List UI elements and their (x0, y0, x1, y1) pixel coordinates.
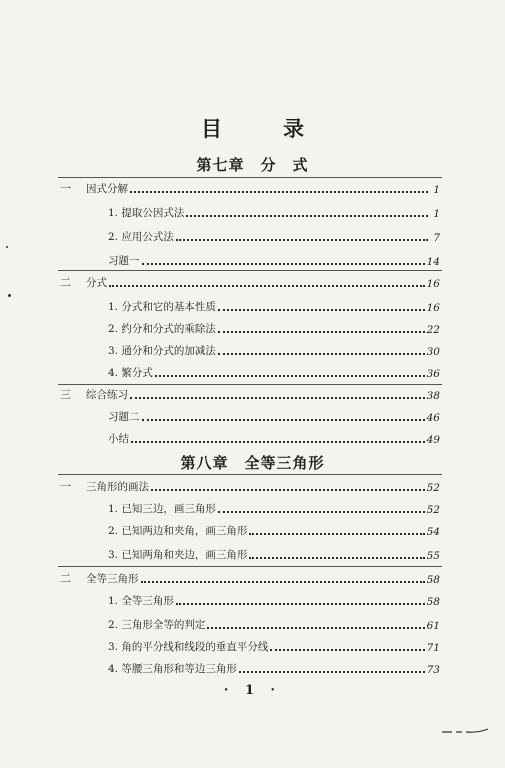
divider (58, 270, 442, 271)
toc-subsection-row (60, 362, 440, 380)
dot-leader (155, 373, 425, 377)
dot-leader (130, 395, 425, 399)
page-ref: 58 (426, 574, 440, 586)
toc-subsection-row (60, 296, 440, 314)
entry-label: 1. 提取公因式法 (108, 207, 185, 219)
page-ref: 49 (426, 434, 440, 446)
dot-leader (130, 189, 428, 193)
page-ref: 54 (426, 526, 440, 538)
dot-leader (218, 329, 425, 333)
entry-label: 综合练习 (86, 389, 128, 401)
entry-label: 2. 三角形全等的判定 (108, 619, 206, 631)
section-number: 二 (60, 276, 71, 289)
divider (58, 474, 442, 475)
dot-leader (218, 509, 425, 513)
dot-leader (249, 531, 424, 535)
entry-label: 全等三角形 (86, 573, 139, 585)
toc-subsection-row (60, 614, 440, 632)
toc-section-row (60, 384, 440, 402)
dot-leader (207, 625, 424, 629)
scan-speck (6, 246, 8, 248)
section-number: 二 (60, 572, 71, 585)
toc-exercise-row (60, 406, 440, 424)
entry-label: 习题一 (108, 255, 140, 267)
page-ref: 38 (426, 390, 440, 402)
dot-leader (151, 487, 425, 491)
dot-leader (176, 601, 425, 605)
entry-label: 因式分解 (86, 183, 128, 195)
toc-subsection-row (60, 658, 440, 676)
page-ref: 7 (433, 232, 440, 244)
page-ref: 61 (426, 620, 440, 632)
dot-leader (270, 647, 424, 651)
scan-mark (440, 728, 490, 734)
dot-leader (176, 237, 428, 241)
page-ref: 1 (433, 184, 440, 196)
dot-leader (218, 307, 425, 311)
page-ref: 16 (426, 278, 440, 290)
page-ref: 71 (426, 642, 440, 654)
entry-label: 小结 (108, 433, 129, 445)
toc-section-row (60, 568, 440, 586)
toc-section-row (60, 476, 440, 494)
page-ref: 36 (426, 368, 440, 380)
divider (58, 566, 442, 567)
page-title: 目 录 (201, 116, 324, 141)
dot-leader (239, 669, 425, 673)
section-number: 三 (60, 388, 71, 401)
toc-subsection-row (60, 498, 440, 516)
toc-section-row (60, 272, 440, 290)
dot-leader (186, 213, 428, 217)
page-ref: 52 (426, 482, 440, 494)
section-number: 一 (60, 480, 71, 493)
chapter-heading: 第七章 分 式 (196, 156, 309, 174)
entry-label: 2. 应用公式法 (108, 231, 174, 243)
toc-subsection-row (60, 226, 440, 244)
page-ref: 14 (426, 256, 440, 268)
entry-label: 4. 等腰三角形和等边三角形 (108, 663, 237, 675)
page-ref: 30 (426, 346, 440, 358)
dot-leader (249, 555, 424, 559)
entry-label: 1. 全等三角形 (108, 595, 174, 607)
entry-label: 1. 分式和它的基本性质 (108, 301, 216, 313)
toc-subsection-row (60, 590, 440, 608)
dot-leader (142, 261, 425, 265)
dot-leader (109, 283, 425, 287)
page-ref: 52 (426, 504, 440, 516)
entry-label: 3. 角的平分线和线段的垂直平分线 (108, 641, 269, 653)
toc-exercise-row (60, 428, 440, 446)
entry-label: 分式 (86, 277, 107, 289)
dot-leader (142, 417, 425, 421)
entry-label: 三角形的画法 (86, 481, 149, 493)
divider (58, 384, 442, 385)
dot-leader (131, 439, 425, 443)
entry-label: 习题二 (108, 411, 140, 423)
toc-exercise-row (60, 250, 440, 268)
entry-label: 4. 繁分式 (108, 367, 153, 379)
toc-subsection-row (60, 544, 440, 562)
entry-label: 1. 已知三边，画三角形 (108, 503, 216, 515)
page-ref: 1 (433, 208, 440, 220)
dot-leader (141, 579, 425, 583)
page-ref: 16 (426, 302, 440, 314)
dot-leader (218, 351, 425, 355)
toc-subsection-row (60, 318, 440, 336)
entry-label: 3. 已知两角和夹边，画三角形 (108, 549, 248, 561)
page-ref: 55 (426, 550, 440, 562)
toc-subsection-row (60, 340, 440, 358)
entry-label: 2. 已知两边和夹角，画三角形 (108, 525, 248, 537)
page-ref: 73 (426, 664, 440, 676)
chapter-heading: 第八章 全等三角形 (180, 454, 325, 472)
page-number: · 1 · (223, 683, 282, 698)
page-ref: 58 (426, 596, 440, 608)
entry-label: 3. 通分和分式的加减法 (108, 345, 216, 357)
toc-subsection-row (60, 202, 440, 220)
page-ref: 22 (426, 324, 440, 336)
toc-subsection-row (60, 520, 440, 538)
section-number: 一 (60, 182, 71, 195)
toc-subsection-row (60, 636, 440, 654)
toc-section-row (60, 178, 440, 196)
page-ref: 46 (426, 412, 440, 424)
scan-speck (8, 294, 11, 297)
entry-label: 2. 约分和分式的乘除法 (108, 323, 216, 335)
